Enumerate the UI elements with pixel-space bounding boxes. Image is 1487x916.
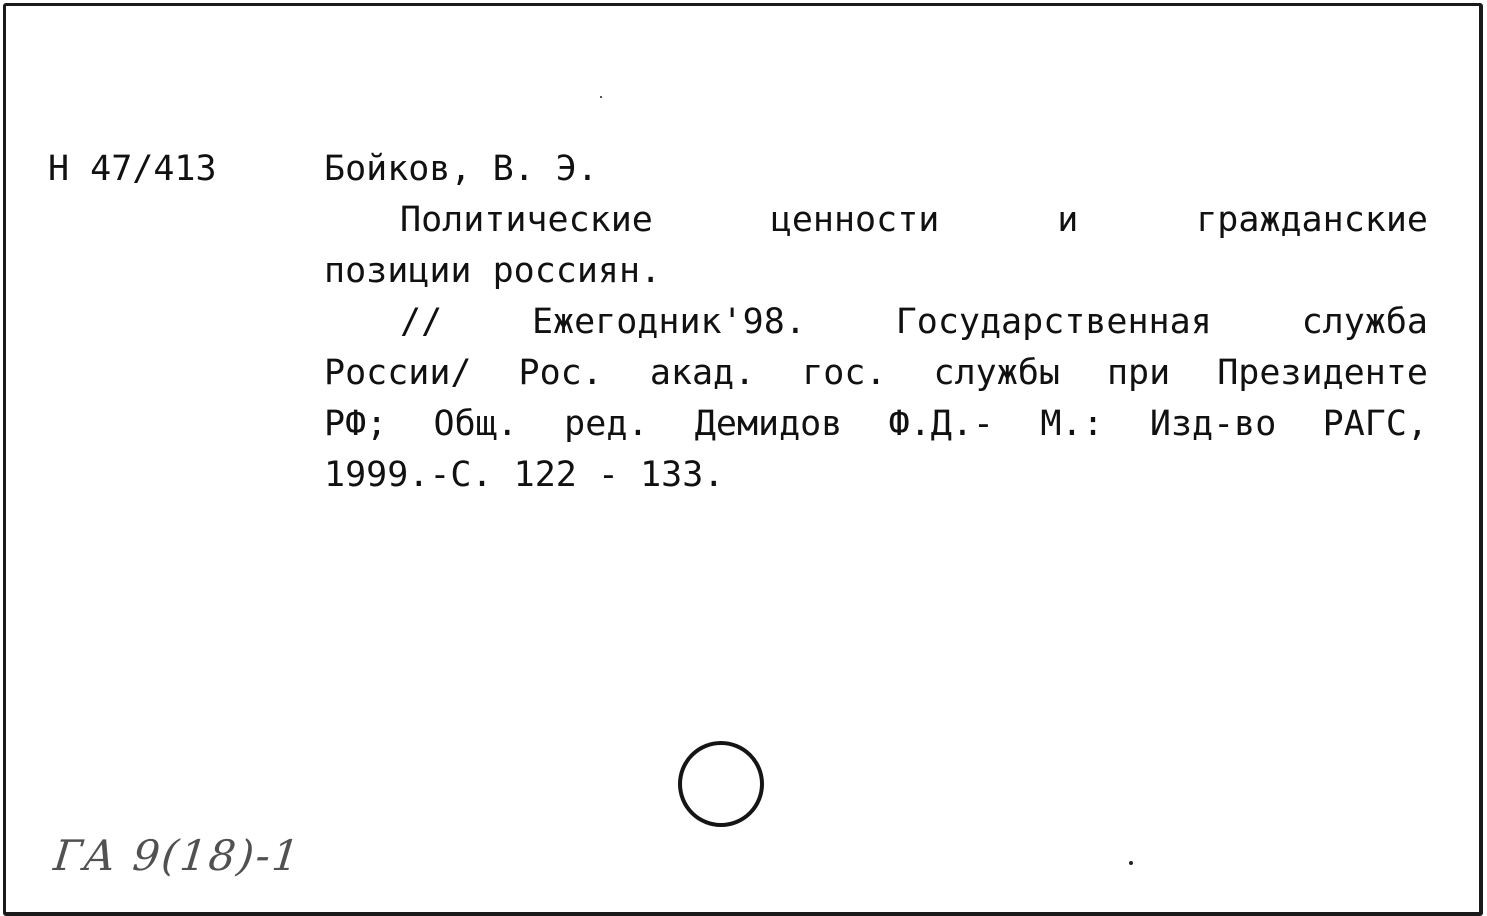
entry-word: гос. xyxy=(802,353,887,393)
entry-author: Бойков, В. Э. xyxy=(324,149,598,189)
shelf-mark: Н 47/413 xyxy=(48,149,217,189)
entry-word: и xyxy=(1057,200,1079,240)
entry-source-line-2 xyxy=(324,348,1428,399)
entry-word: Государственная xyxy=(895,302,1212,342)
scan-speck xyxy=(600,96,602,98)
entry-word: РФ; xyxy=(324,404,388,444)
entry-source-line-3 xyxy=(324,399,1428,450)
entry-word: акад. xyxy=(649,353,756,393)
entry-word: гражданские xyxy=(1196,200,1428,240)
entry-word: Политические xyxy=(400,200,653,240)
entry-word: Общ. xyxy=(433,404,518,444)
entry-word: Президенте xyxy=(1217,353,1428,393)
entry-title-line-1 xyxy=(324,195,1428,246)
entry-word: // xyxy=(400,302,443,342)
entry-word: России/ xyxy=(324,353,472,393)
entry-title-line-2: позиции россиян. xyxy=(324,251,662,291)
entry-word: Ежегодник'98. xyxy=(531,302,806,342)
scan-speck xyxy=(1129,861,1133,865)
entry-pages: 1999.-С. 122 - 133. xyxy=(324,455,725,495)
card-punch-hole xyxy=(678,741,764,827)
entry-word: РАГС, xyxy=(1322,404,1428,444)
entry-word: ценности xyxy=(770,200,940,240)
entry-word: служба xyxy=(1301,302,1428,342)
entry-word: Рос. xyxy=(518,353,603,393)
entry-word: Ф.Д.- xyxy=(888,404,994,444)
entry-word: Изд-во xyxy=(1149,404,1277,444)
entry-source-line-1 xyxy=(324,297,1428,348)
entry-word: службы xyxy=(933,353,1060,393)
entry-word: ред. xyxy=(564,404,649,444)
entry-word: при xyxy=(1106,353,1171,393)
entry-word: Демидов xyxy=(694,404,843,444)
handwritten-note: ГА 9(18)-1 xyxy=(51,831,304,880)
bibliographic-entry xyxy=(324,144,1428,501)
entry-word: М.: xyxy=(1040,404,1104,444)
catalog-card xyxy=(3,3,1483,916)
